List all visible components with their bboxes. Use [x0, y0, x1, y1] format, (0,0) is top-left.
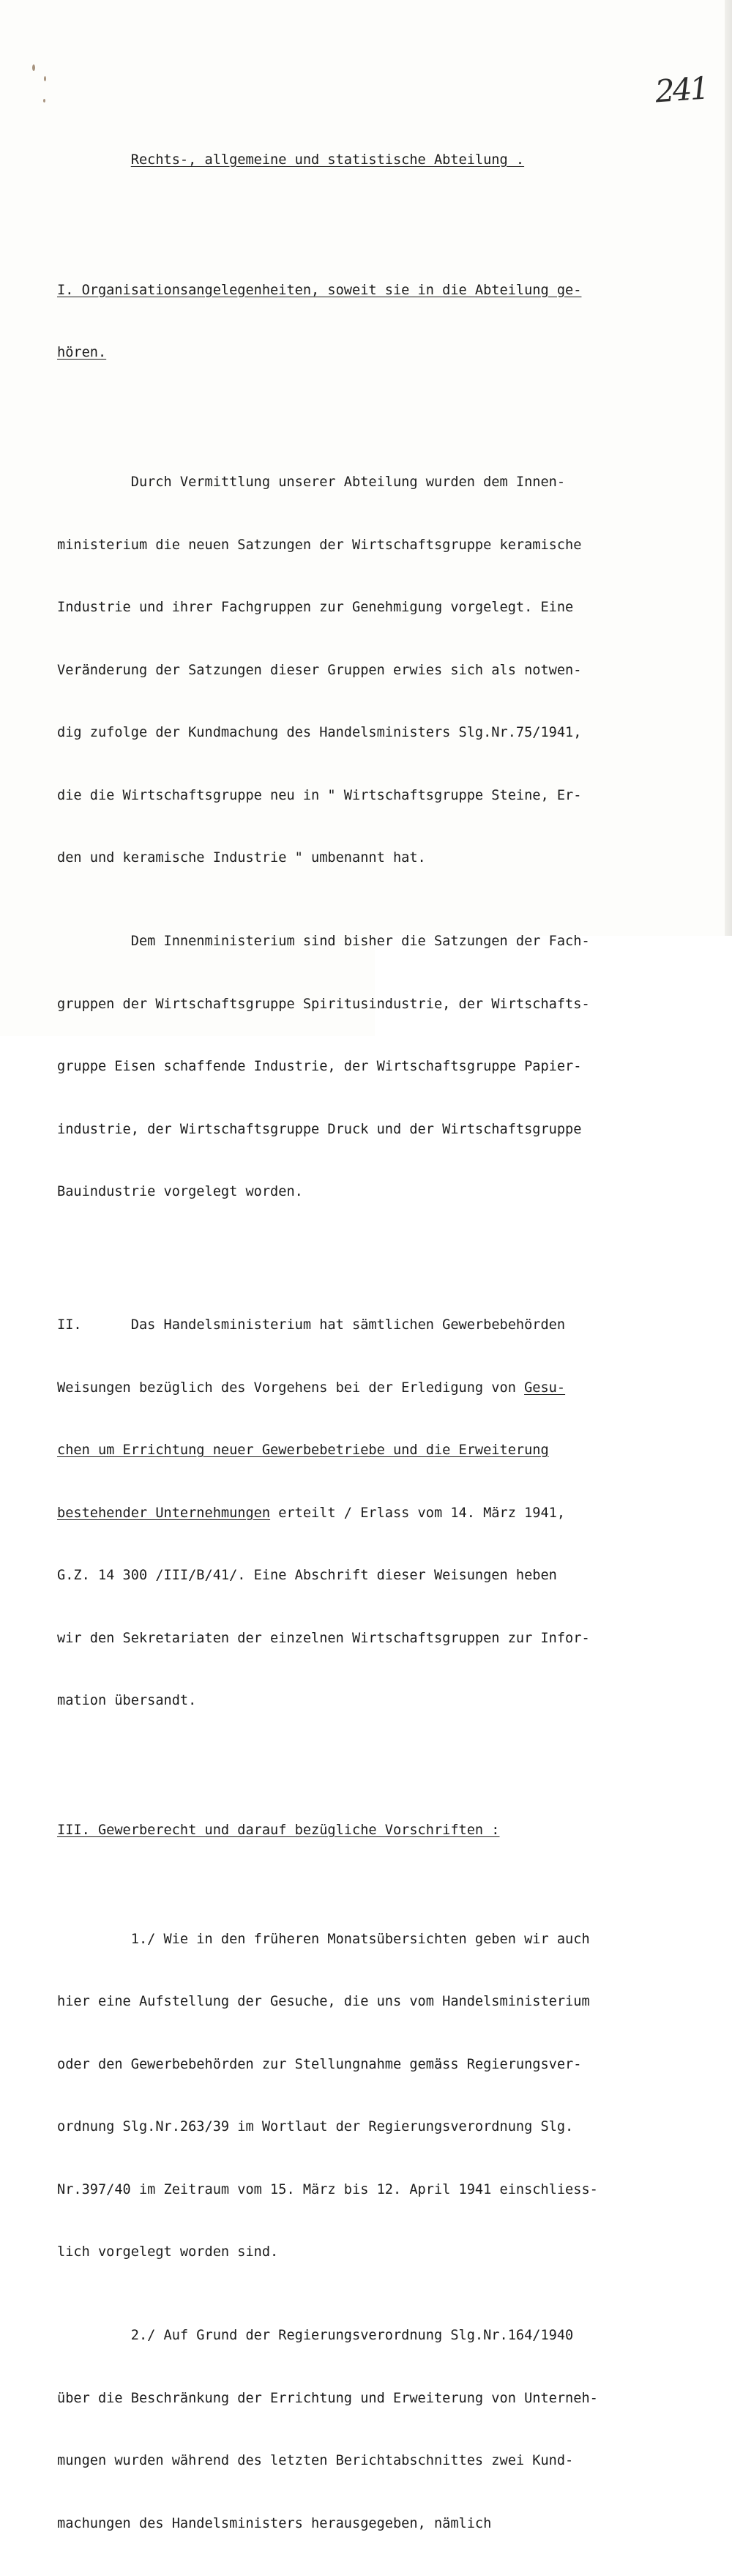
text-line: mation übersandt. [57, 1693, 197, 1708]
text-line: bestehender Unternehmungen erteilt / Erlass vom 14. März 1941, [57, 1505, 566, 1521]
section-2-label: II. [57, 1317, 82, 1333]
page-edge-shadow [725, 0, 732, 937]
text-line: die die Wirtschaftsgruppe neu in " Wirtschaftsgruppe Steine, Er- [57, 787, 582, 803]
text-line: G.Z. 14 300 /III/B/41/. Eine Abschrift dieser Weisungen heben [57, 1568, 557, 1583]
text-line: ministerium die neuen Satzungen der Wirtschaftsgruppe keramische [57, 537, 582, 553]
text-line: mungen wurden während des letzten Berichtabschnittes zwei Kund- [57, 2453, 574, 2468]
text-line: 1./ Wie in den früheren Monatsübersichten geben wir auch [57, 1931, 590, 1947]
text-line: machungen des Handelsministers herausgegeben, nämlich [57, 2515, 492, 2531]
text-line: industrie, der Wirtschaftsgruppe Druck und der Wirtschaftsgruppe [57, 1121, 582, 1137]
punch-hole-mark [32, 64, 35, 71]
text-line: lich vorgelegt worden sind. [57, 2244, 279, 2260]
text-line: Weisungen bezüglich des Vorgehens bei der Erledigung von Gesu- [57, 1380, 566, 1396]
text-line: Veränderung der Satzungen dieser Gruppen erwies sich als notwen- [57, 662, 582, 678]
text-line: über die Beschränkung der Errichtung und Erweiterung von Unterneh- [57, 2390, 598, 2406]
text-line: Bauindustrie vorgelegt worden. [57, 1184, 303, 1199]
text-line: den und keramische Industrie " umbenannt hat. [57, 850, 426, 866]
text-line: hier eine Aufstellung der Gesuche, die uns vom Handelsministerium [57, 1994, 590, 2009]
document-heading: Rechts-, allgemeine und statistische Abteilung . [130, 152, 525, 168]
handwritten-page-number: 241 [654, 70, 709, 110]
section-1-heading: hören. [57, 345, 107, 360]
text-line: oder den Gewerbebehörden zur Stellungnahme gemäss Regierungsver- [57, 2056, 582, 2072]
typewritten-text [57, 108, 676, 2576]
section-1-heading: I. Organisationsangelegenheiten, soweit sie in die Abteilung ge- [57, 282, 582, 298]
text-line: chen um Errichtung neuer Gewerbebetriebe und die Erweiterung [57, 1443, 549, 1458]
text-line: 2./ Auf Grund der Regierungsverordnung Slg.Nr.164/1940 [57, 2328, 574, 2343]
punch-hole-mark [43, 99, 45, 103]
text-line: gruppen der Wirtschaftsgruppe Spiritusindustrie, der Wirtschafts- [57, 996, 590, 1012]
section-2-line: II. Das Handelsministerium hat sämtlichen Gewerbebehörden [57, 1317, 566, 1333]
text-line: ordnung Slg.Nr.263/39 im Wortlaut der Regierungsverordnung Slg. [57, 2119, 574, 2134]
text-line: Dem Innenministerium sind bisher die Satzungen der Fach- [57, 934, 590, 949]
punch-hole-mark [44, 76, 46, 81]
text-line: Durch Vermittlung unserer Abteilung wurden dem Innen- [57, 474, 566, 490]
text-line: gruppe Eisen schaffende Industrie, der Wirtschaftsgruppe Papier- [57, 1059, 582, 1074]
text-line: wir den Sekretariaten der einzelnen Wirtschaftsgruppen zur Infor- [57, 1630, 590, 1646]
text-line: Industrie und ihrer Fachgruppen zur Genehmigung vorgelegt. Eine [57, 600, 574, 615]
text-line: dig zufolge der Kundmachung des Handelsministers Slg.Nr.75/1941, [57, 725, 582, 740]
section-3-heading: III. Gewerberecht und darauf bezügliche Vorschriften : [57, 1823, 500, 1838]
text-line: Nr.397/40 im Zeitraum vom 15. März bis 12. April 1941 einschliess- [57, 2181, 598, 2197]
